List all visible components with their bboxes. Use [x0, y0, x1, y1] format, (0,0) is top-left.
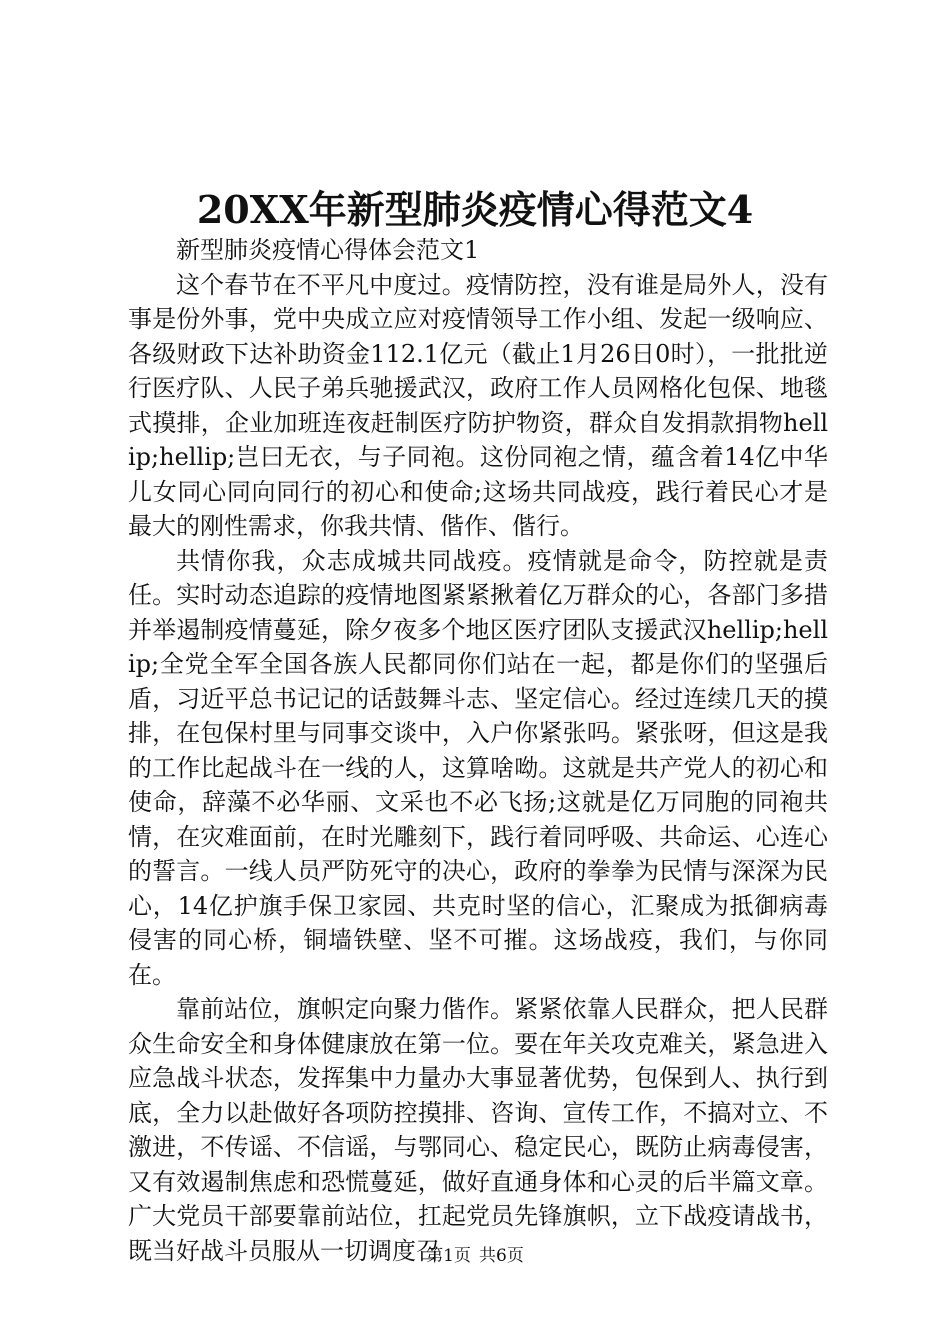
paragraph-3: 靠前站位，旗帜定向聚力偕作。紧紧依靠人民群众，把人民群众生命安全和身体健康放在第一位。要在年关攻克难关，紧急进入应急战斗状态，发挥集中力量办大事显著优势，包保到人、执行到底，全力以赴做好各项防控摸排、咨询、宣传工作，不搞对立、不激进，不传谣、不信谣，与鄂同心、稳定民心，既防止病毒侵害，又有效遏制焦虑和恐慌蔓延，做好直通身体和心灵的后半篇文章。广大党员干部要靠前站位，扛起党员先锋旗帜，立下战疫请战书，既当好战斗员服从一切调度召	[128, 995, 828, 1265]
page-number-current: 第1页	[426, 1246, 471, 1266]
document-body	[128, 233, 828, 1268]
page-footer	[0, 1244, 950, 1268]
section-heading: 新型肺炎疫情心得体会范文1	[176, 236, 480, 264]
paragraph-2: 共情你我，众志成城共同战疫。疫情就是命令，防控就是责任。实时动态追踪的疫情地图紧紧揪着亿万群众的心，各部门多措并举遏制疫情蔓延，除夕夜多个地区医疗团队支援武汉hellip;hellip;全党全军全国各族人民都同你们站在一起，都是你们的坚强后盾，习近平总书记记的话鼓舞斗志、坚定信心。经过连续几天的摸排，在包保村里与同事交谈中，入户你紧张吗。紧张呀，但这是我的工作比起战斗在一线的人，这算啥呦。这就是共产党人的初心和使命，辞藻不必华丽、文采也不必飞扬;这就是亿万同胞的同袍共情，在灾难面前，在时光雕刻下，践行着同呼吸、共命运、心连心的誓言。一线人员严防死守的决心，政府的拳拳为民情与深深为民心，14亿护旗手保卫家园、共克时坚的信心，汇聚成为抵御病毒侵害的同心桥，铜墙铁壁、坚不可摧。这场战疫，我们，与你同在。	[128, 546, 828, 989]
page-number-total: 共6页	[479, 1246, 524, 1266]
document-title: 20XX年新型肺炎疫情心得范文4	[196, 187, 754, 232]
paragraph-1: 这个春节在不平凡中度过。疫情防控，没有谁是局外人，没有事是份外事，党中央成立应对疫情领导工作小组、发起一级响应、各级财政下达补助资金112.1亿元（截止1月26日0时），一批批逆行医疗队、人民子弟兵驰援武汉，政府工作人员网格化包保、地毯式摸排，企业加班连夜赶制医疗防护物资，群众自发捐款捐物hellip;hellip;岂曰无衣，与子同袍。这份同袍之情，蕴含着14亿中华儿女同心同向同行的初心和使命;这场共同战疫，践行着民心才是最大的刚性需求，你我共情、偕作、偕行。	[128, 270, 828, 540]
